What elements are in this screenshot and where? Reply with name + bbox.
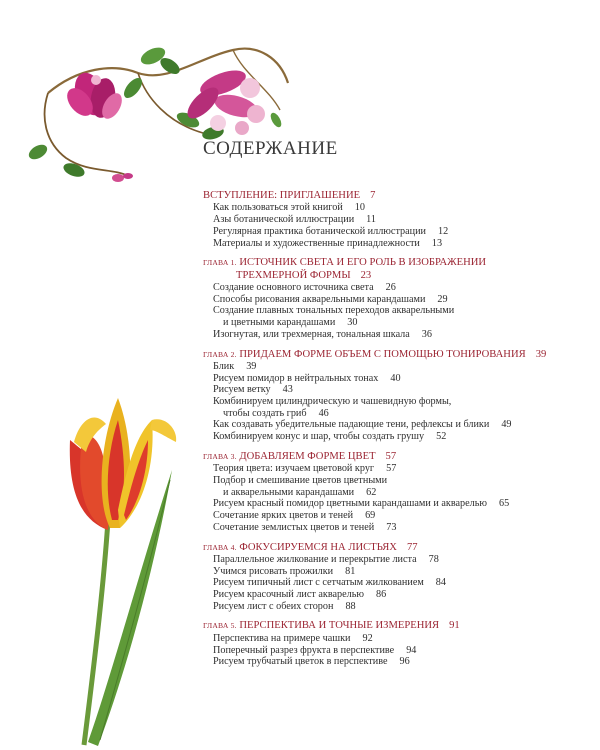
toc-entry[interactable]: Регулярная практика ботанической иллюстрации 12 (213, 225, 449, 237)
toc-chapter-heading[interactable] (203, 620, 593, 632)
flowering-vine-illustration (18, 28, 298, 198)
toc-section-chapter-5 (203, 620, 593, 668)
chapter-label: ГЛАВА 5. (203, 621, 237, 631)
toc-page-number: 39 (535, 348, 547, 360)
chapter-title: ДОБАВЛЯЕМ ФОРМЕ ЦВЕТ (239, 450, 376, 462)
table-of-contents (203, 190, 593, 676)
toc-entry[interactable]: Сочетание ярких цветов и теней 69 (213, 510, 376, 522)
toc-entry[interactable]: Поперечный разрез фрукта в перспективе 94 (213, 644, 417, 656)
toc-entry[interactable]: Азы ботанической иллюстрации 11 (213, 214, 376, 226)
toc-entry[interactable]: Теория цвета: изучаем цветовой круг 57 (213, 463, 397, 475)
chapter-label: ГЛАВА 3. (203, 451, 237, 461)
toc-page-number: 91 (449, 620, 460, 632)
chapter-label: ГЛАВА 1. (203, 258, 237, 268)
toc-entry[interactable]: Материалы и художественные принадлежности 13 (213, 237, 443, 249)
toc-entry[interactable]: Рисуем красочный лист акварелью 86 (213, 589, 387, 601)
toc-entry[interactable]: Изогнутая, или трехмерная, тональная шкала 36 (213, 328, 432, 340)
toc-section-chapter-2 (203, 349, 593, 443)
chapter-title-continued: ТРЕХМЕРНОЙ ФОРМЫ (236, 269, 351, 281)
chapter-label: ГЛАВА 2. (203, 349, 237, 359)
toc-entry[interactable]: Как создавать убедительные падающие тени, рефлексы и блики 49 (213, 419, 512, 431)
toc-entry[interactable]: Рисуем ветку 43 (213, 384, 293, 396)
toc-entry[interactable]: Рисуем лист с обеих сторон 88 (213, 600, 356, 612)
toc-entry[interactable]: Комбинируем цилиндрическую и чашевидную формы, чтобы создать гриб 46 (213, 396, 452, 419)
toc-entry[interactable]: Рисуем типичный лист с сетчатым жилкованием 84 (213, 577, 446, 589)
toc-section-intro (203, 190, 593, 249)
toc-section-chapter-4 (203, 542, 593, 613)
toc-section-chapter-3 (203, 451, 593, 534)
toc-chapter-heading[interactable] (203, 542, 593, 554)
toc-entry[interactable]: Учимся рисовать прожилки 81 (213, 565, 356, 577)
chapter-title: ИСТОЧНИК СВЕТА И ЕГО РОЛЬ В ИЗОБРАЖЕНИИ (239, 257, 487, 269)
toc-entry[interactable]: Создание основного источника света 26 (213, 282, 396, 294)
toc-entry[interactable]: Перспектива на примере чашки 92 (213, 632, 373, 644)
toc-entry[interactable]: Рисуем красный помидор цветными карандашами и акварелью 65 (213, 498, 510, 510)
toc-chapter-heading[interactable] (203, 451, 593, 463)
toc-entry[interactable]: Подбор и смешивание цветов цветными и акварельными карандашами 62 (213, 474, 388, 498)
toc-page-number: 77 (406, 541, 418, 553)
toc-page-number: 57 (385, 450, 397, 462)
page-title: СОДЕРЖАНИЕ (203, 138, 338, 159)
toc-entry[interactable]: Как пользоваться этой книгой 10 (213, 202, 365, 214)
toc-section-chapter-1 (203, 257, 593, 340)
chapter-title: ПЕРСПЕКТИВА И ТОЧНЫЕ ИЗМЕРЕНИЯ (239, 620, 440, 632)
toc-entry[interactable]: Параллельное жилкование и перекрытие листа 78 (213, 553, 439, 565)
toc-chapter-heading[interactable] (203, 349, 593, 361)
toc-page-number: 23 (360, 269, 372, 281)
toc-entry[interactable]: Комбинируем конус и шар, чтобы создать грушу 52 (213, 431, 447, 443)
toc-entry[interactable]: Рисуем помидор в нейтральных тонах 40 (213, 372, 401, 384)
toc-entry[interactable]: Блик 39 (213, 360, 257, 372)
toc-entry[interactable]: Рисуем трубчатый цветок в перспективе 96 (213, 656, 410, 668)
toc-intro-heading[interactable] (203, 190, 593, 202)
toc-entry[interactable]: Сочетание землистых цветов и теней 73 (213, 521, 397, 533)
chapter-title: ПРИДАЕМ ФОРМЕ ОБЪЕМ С ПОМОЩЬЮ ТОНИРОВАНИЯ (239, 348, 526, 360)
toc-entry[interactable]: Создание плавных тональных переходов акварельными и цветными карандашами 30 (213, 305, 455, 329)
tulip-illustration (60, 380, 190, 750)
chapter-label: ГЛАВА 4. (203, 542, 237, 552)
toc-chapter-heading[interactable] (203, 257, 593, 282)
toc-intro-title: ВСТУПЛЕНИЕ: ПРИГЛАШЕНИЕ (203, 190, 361, 201)
toc-page-number: 7 (370, 190, 376, 201)
chapter-title: ФОКУСИРУЕМСЯ НА ЛИСТЬЯХ (239, 541, 397, 553)
toc-entry[interactable]: Способы рисования акварельными карандашами 29 (213, 293, 448, 305)
